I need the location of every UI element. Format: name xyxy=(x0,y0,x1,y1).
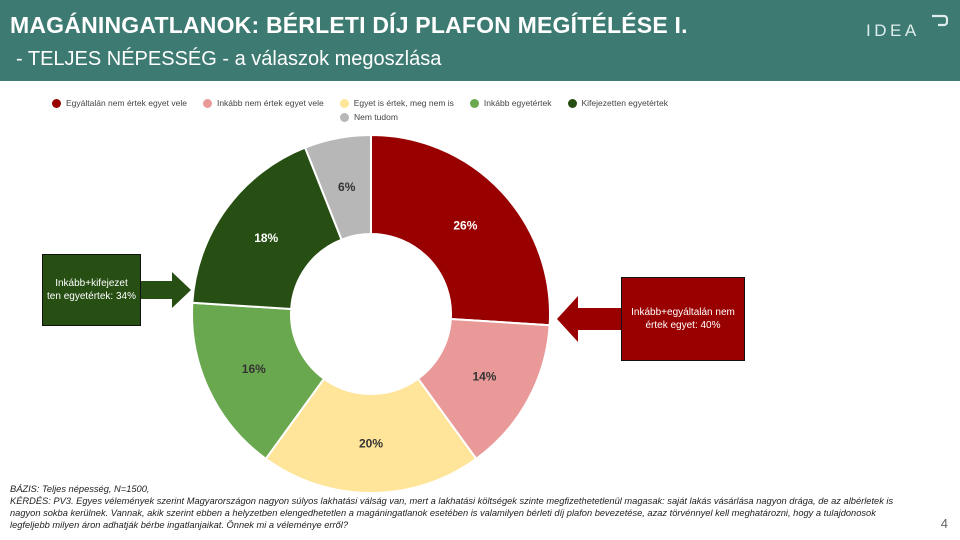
slice-data-label: 18% xyxy=(254,230,279,245)
legend-label: Nem tudom xyxy=(354,112,398,122)
right-arrow-icon xyxy=(557,296,621,342)
footnote xyxy=(10,483,910,531)
footnote-base: BÁZIS: Teljes népesség, N=1500, xyxy=(10,484,150,494)
legend-label: Inkább egyetértek xyxy=(483,98,552,108)
left-arrow-icon xyxy=(141,272,191,308)
slide-subtitle: - TELJES NÉPESSÉG - a válaszok megoszlása xyxy=(16,48,442,70)
legend-label: Inkább nem értek egyet vele xyxy=(216,98,324,108)
legend-label: Kifejezetten egyetértek xyxy=(581,98,668,108)
disagree-callout: Inkább+egyáltalán nem értek egyet: 40% xyxy=(621,277,745,361)
svg-text:IDEA: IDEA xyxy=(866,21,920,40)
legend-label: Egyet is értek, meg nem is xyxy=(353,98,454,108)
legend-label: Egyáltalán nem értek egyet vele xyxy=(66,98,187,108)
page-number: 4 xyxy=(940,516,948,531)
slice-data-label: 20% xyxy=(358,436,384,451)
footnote-question: KÉRDÉS: PV3. Egyes vélemények szerint Magyarországon nagyon súlyos lakhatási válság van, mert a lakhatási költségek szinte megfizethetetlenül magasak: saját lakás vásárlása nagyon drága, de az albérletek is nagyon sokba kerülnek. Vannak, akik szerint ebben a helyzetben elengedhetetlen a magáningatlanok esetében is valamilyen bérleti díj plafon bevezetése, azaz törvénnyel kell meghatározni, hogy a tulajdonosok legfeljebb milyen áron adhatják bérbe ingatlanjaikat. Önnek mi a véleménye erről? xyxy=(10,496,894,530)
slice-data-label: 16% xyxy=(241,362,266,377)
slice-data-label: 6% xyxy=(338,179,356,194)
slide-title: MAGÁNINGATLANOK: BÉRLETI DÍJ PLAFON MEGÍTÉLÉSE I. xyxy=(10,12,688,38)
slice-data-label: 14% xyxy=(472,369,497,384)
agree-callout: Inkább+kifejezet ten egyetértek: 34% xyxy=(42,254,141,326)
slice-data-label: 26% xyxy=(453,218,478,233)
